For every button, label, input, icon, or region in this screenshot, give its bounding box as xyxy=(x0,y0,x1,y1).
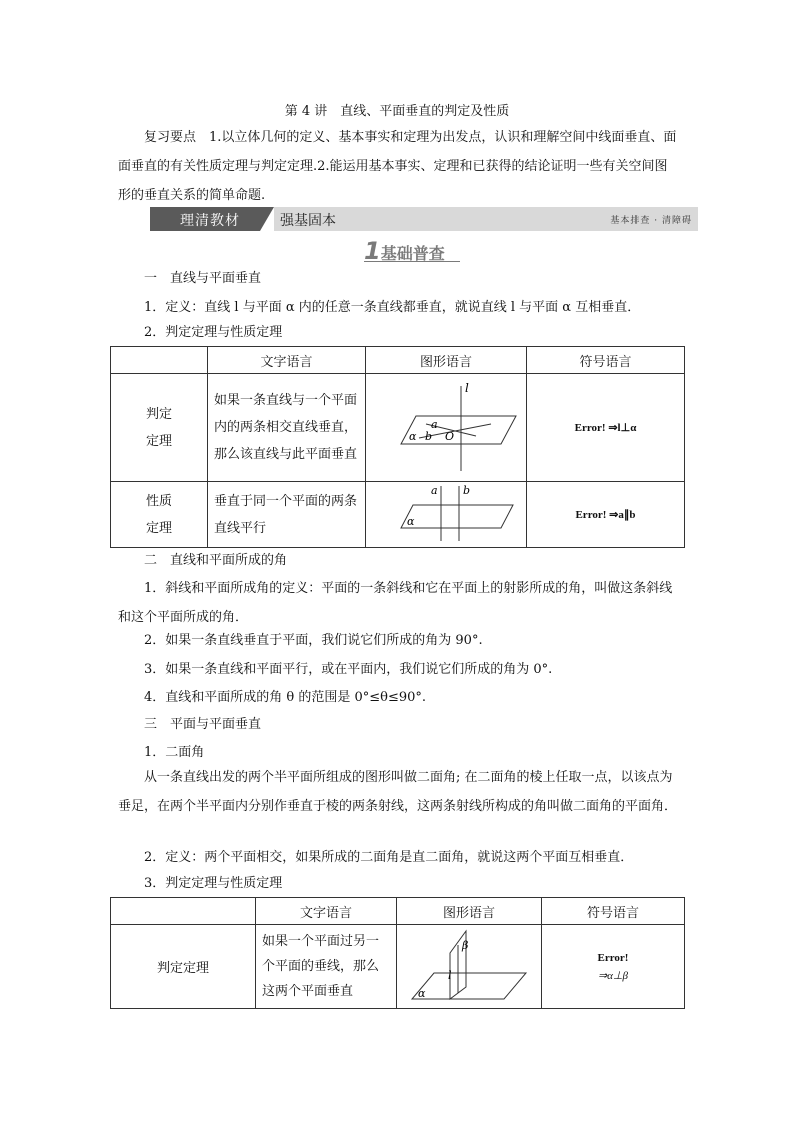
table1-row2-name: 性质 定理 xyxy=(111,482,208,548)
svg-text:a: a xyxy=(431,417,438,431)
line-perp-plane-figure xyxy=(371,376,521,476)
heading-angle: 二 直线和平面所成的角 xyxy=(144,553,288,568)
banner-right: 基本排查 · 清障碍 xyxy=(610,216,692,226)
table1-header-text: 文字语言 xyxy=(208,347,366,374)
svg-text:l: l xyxy=(448,968,452,982)
parallel-lines-figure xyxy=(371,483,521,543)
angle-definition: 1．斜线和平面所成角的定义：平面的一条斜线和它在平面上的射影所成的角，叫做这条斜线和这个平面所成的角． xyxy=(118,581,673,625)
review-points: 复习要点 1.以立体几何的定义、基本事实和定理为出发点，认识和理解空间中线面垂直、面面垂直的有关性质定理与判定定理.2.能运用基本事实、定理和已获得的结论证明一些有关空间图形的垂直关系的简单命题. xyxy=(118,130,677,203)
plane-perp-plane-figure xyxy=(404,927,534,1003)
table1-row2-symbol: Error! ⇒a∥b xyxy=(527,482,685,548)
angle-range: 4．直线和平面所成的角 θ 的范围是 0°≤θ≤90°. xyxy=(144,690,427,705)
svg-text:l: l xyxy=(465,380,469,395)
svg-text:α: α xyxy=(407,514,415,528)
heading-line-plane-perp: 一 直线与平面垂直 xyxy=(144,271,262,286)
table2-header-symbol: 符号语言 xyxy=(542,898,685,925)
dihedral-definition: 从一条直线出发的两个半平面所组成的图形叫做二面角; 在二面角的棱上任取一点，以该点为垂足，在两个半平面内分别作垂直于棱的两条射线，这两条射线所构成的角叫做二面角的平面角． xyxy=(118,770,678,814)
section-banner xyxy=(150,207,698,231)
svg-text:a: a xyxy=(431,483,438,497)
section-number: 1 xyxy=(364,237,381,265)
svg-text:α: α xyxy=(418,986,426,1000)
table1-row1-figure xyxy=(366,374,527,482)
subheading-theorems-1: 2．判定定理与性质定理 xyxy=(144,325,283,340)
page-title: 第 4 讲 直线、平面垂直的判定及性质 xyxy=(284,104,510,119)
table1-header-figure: 图形语言 xyxy=(366,347,527,374)
table1-row2-figure xyxy=(366,482,527,548)
angle-0: 3．如果一条直线和平面平行，或在平面内，我们说它们所成的角为 0°. xyxy=(144,662,553,677)
table1-row1-symbol: Error! ⇒l⊥α xyxy=(527,374,685,482)
table2-row1-symbol: Error! ⇒α⊥β xyxy=(542,925,685,1009)
table1-row1-name: 判定 定理 xyxy=(111,374,208,482)
table2-row1-figure xyxy=(397,925,542,1009)
table1-header-symbol: 符号语言 xyxy=(527,347,685,374)
subheading-theorems-2: 3．判定定理与性质定理 xyxy=(144,876,283,891)
banner-sub: 强基固本 xyxy=(280,213,336,229)
table-line-plane xyxy=(110,346,685,548)
table1-row2-text: 垂直于同一个平面的两条直线平行 xyxy=(208,482,366,548)
table1-header-empty xyxy=(111,347,208,374)
table2-header-text: 文字语言 xyxy=(256,898,397,925)
table2-header-empty xyxy=(111,898,256,925)
angle-90: 2．如果一条直线垂直于平面，我们说它们所成的角为 90°. xyxy=(144,633,483,648)
table2-row1-text: 如果一个平面过另一个平面的垂线，那么这两个平面垂直 xyxy=(256,925,397,1009)
svg-text:O: O xyxy=(445,429,455,443)
banner-main: 理清教材 xyxy=(180,213,240,229)
table2-header-figure: 图形语言 xyxy=(397,898,542,925)
subheading-dihedral: 1．二面角 xyxy=(144,745,205,760)
svg-text:α: α xyxy=(409,429,417,443)
table-plane-plane xyxy=(110,897,685,1009)
table2-row1-name: 判定定理 xyxy=(111,925,256,1009)
definition-line-plane: 1．定义：直线 l 与平面 α 内的任意一条直线都垂直，就说直线 l 与平面 α 互相垂直． xyxy=(144,300,641,315)
svg-text:β: β xyxy=(462,938,469,952)
section-heading xyxy=(364,237,464,263)
table1-row1-text: 如果一条直线与一个平面内的两条相交直线垂直，那么该直线与此平面垂直 xyxy=(208,374,366,482)
svg-text:b: b xyxy=(463,483,471,497)
heading-plane-plane: 三 平面与平面垂直 xyxy=(144,717,262,732)
plane-perp-definition: 2．定义：两个平面相交，如果所成的二面角是直二面角，就说这两个平面互相垂直． xyxy=(144,850,634,865)
section-label: 基础普查 xyxy=(380,244,445,263)
svg-text:b: b xyxy=(425,429,433,443)
